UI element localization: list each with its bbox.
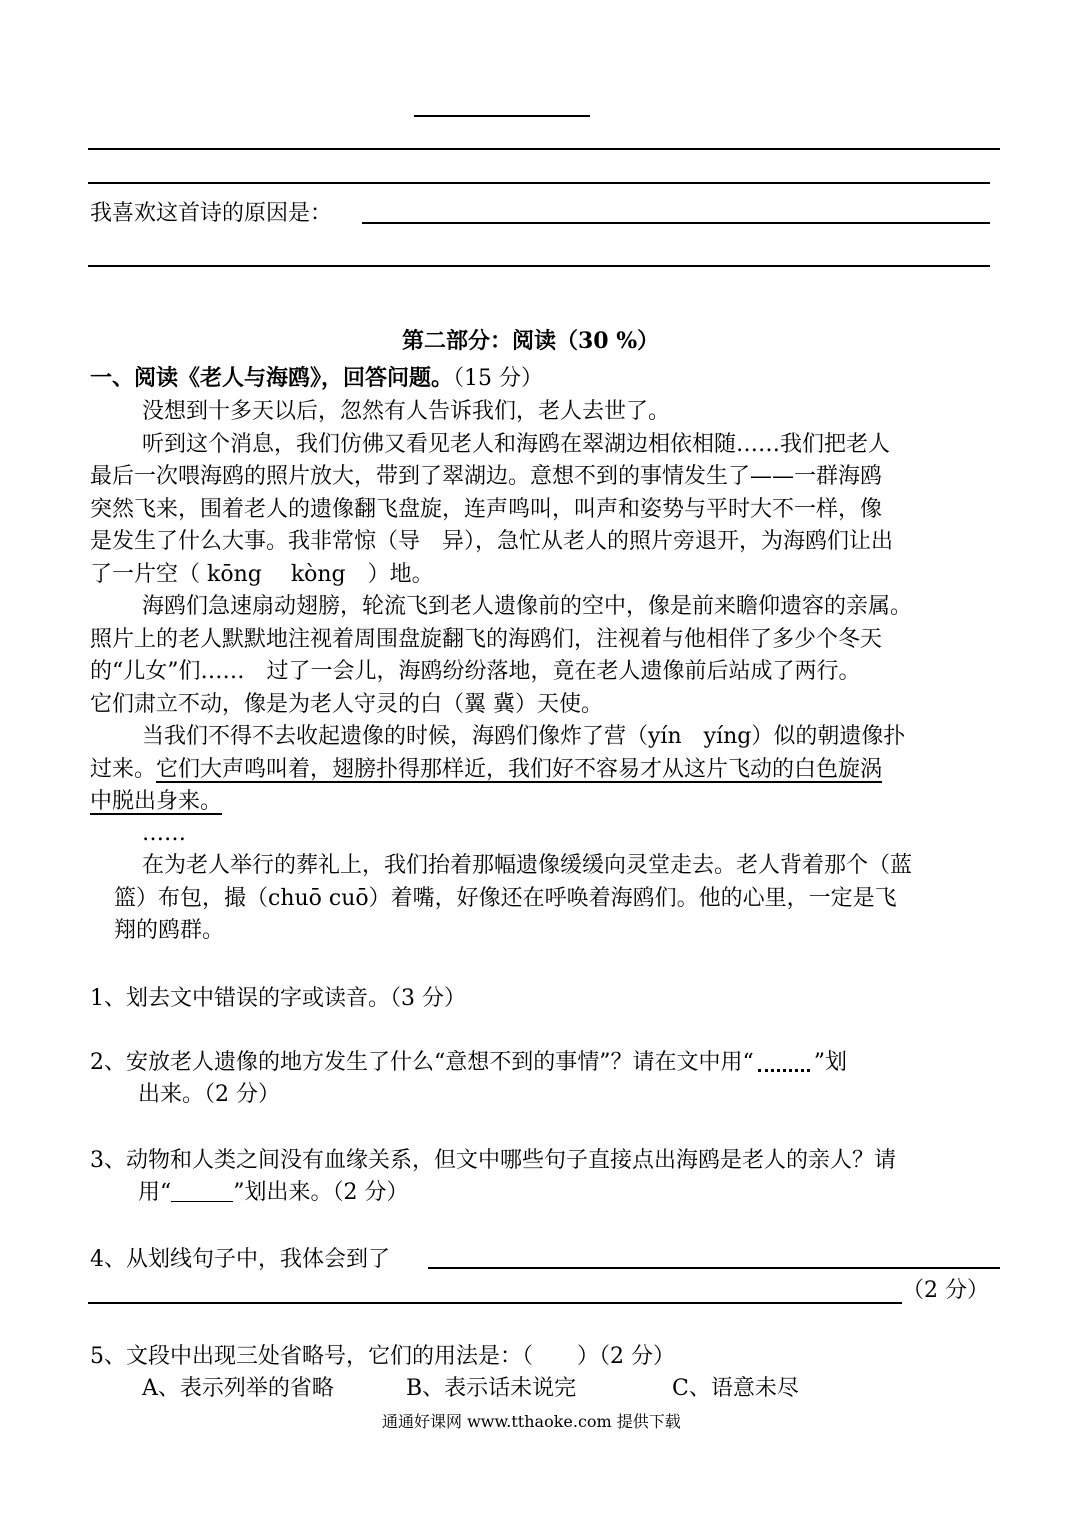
question-4: 4、从划线句子中，我体会到了 (90, 1247, 390, 1272)
passage-line: 突然飞来，围着老人的遗像翻飞盘旋，连声鸣叫，叫声和姿势与平时大不一样，像 (90, 497, 883, 522)
passage-line: 最后一次喂海鸥的照片放大，带到了翠湖边。意想不到的事情发生了——一群海鸥 (90, 464, 883, 489)
question-2 (90, 1047, 847, 1079)
passage-line: 翔的鸥群。 (114, 918, 225, 943)
passage-line: 当我们不得不去收起遗像的时候，海鸥们像炸了营（yín yíng）似的朝遗像扑 (142, 724, 906, 749)
question-4-score: （2 分） (902, 1278, 989, 1303)
question-2-cont: 出来。（2 分） (138, 1082, 280, 1107)
passage-line: 听到这个消息，我们仿佛又看见老人和海鸥在翠湖边相依相随……我们把老人 (142, 432, 891, 457)
passage-line: 海鸥们急速扇动翅膀，轮流飞到老人遗像前的空中，像是前来瞻仰遗容的亲属。 (142, 594, 913, 619)
answer-line-1 (88, 148, 1000, 150)
passage-line: 它们肃立不动，像是为老人守灵的白（翼 冀）天使。 (90, 692, 603, 717)
answer-line-3 (88, 265, 990, 267)
passage-line (90, 754, 882, 786)
passage-paragraph-1: 没想到十多天以后，忽然有人告诉我们，老人去世了。 (142, 399, 671, 424)
question-3-tail: ”划出来。（2 分） (233, 1180, 409, 1205)
underline-mark-sample (171, 1201, 233, 1202)
question-4-answer-line-1[interactable] (428, 1267, 1000, 1269)
option-b[interactable]: B、表示话未说完 (406, 1376, 577, 1401)
question-2-tail: ”划 (813, 1050, 847, 1075)
question-5: 5、文段中出现三处省略号，它们的用法是：（ ）（2 分） (90, 1344, 675, 1369)
passage-line: 篮）布包，撮（chuō cuō）着嘴，好像还在呼唤着海鸥们。他的心里，一定是飞 (114, 886, 897, 911)
option-a[interactable]: A、表示列举的省略 (142, 1376, 334, 1401)
section-title: 第二部分：阅读（30 %） (402, 328, 660, 354)
passage-line: 照片上的老人默默地注视着周围盘旋翻飞的海鸥们，注视着与他相伴了多少个冬天 (90, 627, 883, 652)
option-c[interactable]: C、语意未尽 (672, 1376, 799, 1401)
question-2-text: 2、安放老人遗像的地方发生了什么“意想不到的事情”？请在文中用“ (90, 1050, 754, 1075)
question-heading-score: （15 分） (453, 366, 544, 391)
footer-credit: 通通好课网 www.tthaoke.com 提供下载 (382, 1412, 681, 1431)
passage-line: 的“儿女”们…… 过了一会儿，海鸥纷纷落地，竟在老人遗像前后站成了两行。 (90, 659, 861, 684)
answer-line-2 (88, 182, 990, 184)
reason-answer-line[interactable] (362, 222, 990, 224)
question-1: 1、划去文中错误的字或读音。（3 分） (90, 986, 466, 1011)
underlined-sentence-end: 中脱出身来。 (90, 789, 223, 814)
passage-text: 过来。 (90, 757, 157, 782)
question-3-cont (138, 1177, 409, 1209)
question-heading (90, 362, 543, 395)
question-heading-text: 一、阅读《老人与海鸥》，回答问题。 (90, 365, 454, 391)
question-3: 3、动物和人类之间没有血缘关系，但文中哪些句子直接点出海鸥是老人的亲人？请 (90, 1148, 896, 1173)
reason-label: 我喜欢这首诗的原因是： (90, 201, 333, 226)
passage-line: 在为老人举行的葬礼上，我们抬着那幅遗像缓缓向灵堂走去。老人背着那个（蓝 (142, 853, 913, 878)
question-4-answer-line-2[interactable] (88, 1302, 902, 1304)
question-3-text: 用“ (138, 1180, 172, 1205)
passage-ellipsis: …… (142, 821, 186, 846)
top-short-line (414, 115, 590, 117)
passage-line: 了一片空（ kōng kòng ）地。 (90, 562, 434, 587)
dotted-mark-sample (758, 1069, 810, 1072)
underlined-sentence: 它们大声鸣叫着，翅膀扑得那样近，我们好不容易才从这片飞动的白色旋涡 (156, 757, 883, 782)
passage-line: 是发生了什么大事。我非常惊（导 异），急忙从老人的照片旁退开，为海鸥们让出 (90, 529, 894, 554)
